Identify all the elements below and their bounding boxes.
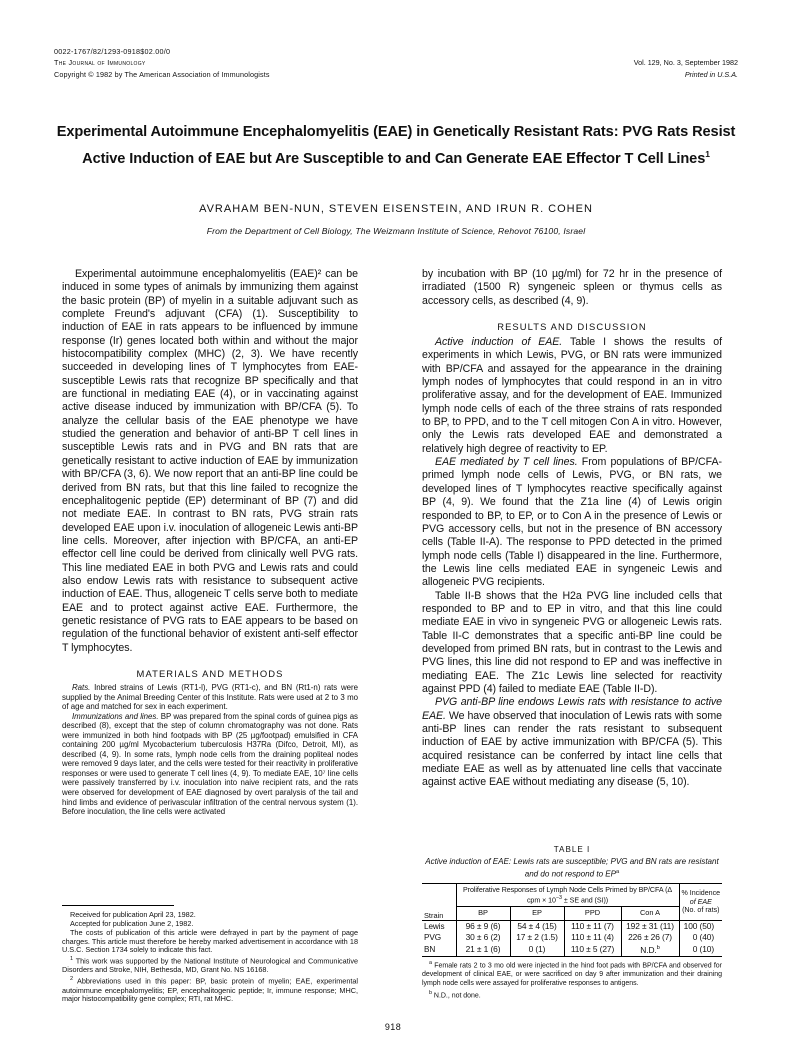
title-footnote-marker: 1 [705, 148, 710, 159]
journal-name: The Journal of Immunology [54, 58, 146, 68]
table-number: TABLE I [553, 845, 591, 854]
row-pvg-strain: PVG [422, 932, 456, 943]
copyright-line: Copyright © 1982 by The American Association of Immunologists [54, 69, 270, 79]
text-active-induction: Table I shows the results of experiments in which Lewis, PVG, or BN rats were immunized with BP/CFA and assayed for the appearance in the draining lymph nodes of lymphocytes that could respond in an in vitro proliferative assay, and for the development of EAE. Immunized lymph node cells of each of the three strains of rats responded to BP, to PPD, and to the T cell mitogen Con A in vitro. However, only the Lewis rats developed EAE and demonstrated a relatively high degree of reactivity to EP. [422, 336, 722, 455]
page-title [52, 122, 740, 170]
runin-active-induction: Active induction of EAE. [435, 336, 563, 349]
header-strain-label: Strain [424, 911, 444, 921]
row-pvg-ppd: 110 ± 11 (4) [564, 932, 621, 943]
table-head [422, 883, 722, 920]
footnote-block [62, 911, 358, 1004]
title-line-2: Rats Resist Active Induction of EAE but Are Susceptible to and Can Generate EAE Effector [82, 124, 736, 167]
header-group-exponent: −3 [555, 895, 562, 902]
header-antigen-cona: Con A [621, 907, 679, 921]
header-incidence-line1: % Incidence [681, 888, 721, 897]
header-antigen-ep: EP [510, 907, 564, 921]
footnote-abbreviations [62, 975, 358, 1004]
results-paragraph-t-cell-lines [422, 456, 722, 589]
methods-runin-rats: Rats. [72, 682, 91, 692]
table-footnote-a-text: Female rats 2 to 3 mo old were injected in the hind foot pads with BP/CFA and observed for development of clinical EAE, or were sacrificed on day 9 after immunization and their draining lymph node cells were assayed for proliferative responses to antigens. [422, 962, 722, 987]
results-paragraph-active-induction [422, 336, 722, 456]
header-antigen-ppd: PPD [564, 907, 621, 921]
row-pvg-incidence: 0 (40) [692, 932, 715, 943]
table-caption-line-1: Active induction of EAE: Lewis rats are susceptible; PVG and BN rats are [425, 857, 687, 866]
footnote-accepted: Accepted for publication June 2, 1982. [70, 918, 194, 928]
row-bn-bp: 21 ± 1 (6) [456, 943, 510, 957]
results-paragraph-resistance [422, 696, 722, 789]
table-1-container [422, 845, 722, 1000]
row-lewis-bp: 96 ± 9 (6) [456, 921, 510, 933]
table-caption [422, 857, 722, 880]
title-line-1: Experimental Autoimmune Encephalomyelitis (EAE) in Genetically Resistant Rats: PVG [56, 124, 653, 140]
results-discussion-heading: RESULTS AND DISCUSSION [497, 321, 647, 333]
text-table2: Table II-B shows that the H2a PVG line included cells that responded to BP and to EP in vitro, and that this line could mediate EAE in vivo in syngeneic PVG or allogeneic Lewis rats. Table II-C demonstrates that a specific anti-BP line could be developed from primed BN rats, but in contrast to the Lewis and PVG lines, this line did not respond to EP and was ineffective in mediating EAE. The Z1c Lewis line selected for reactivity against PPD (4) failed to mediate EAE (Table II-D). [422, 589, 722, 695]
table-header-row-antigens [422, 907, 722, 921]
methods-text-immunizations: BP was prepared from the spinal cords of guinea pigs as described (8), except that the step of column chromatography was not done. Rats were immunized in both hind footpads with BP (25 µg/footpad) emulsified in CFA containing 200 µg/ml Mycobacterium tuberculosis H37Ra (Difco, Detroit, MI), as described (4, 9). In some rats, lymph node cells from the draining popliteal nodes were removed 9 days later, and the cells were tested for their reactivity in proliferative responses or were used to generate T cell lines (4, 9). To mediate EAE, 10⁷ line cells were passively transferred by i.v. inoculation into naive recipient rats, and the rats were observed for development of EAE diagnosed by overt paralysis of the tail and hind limbs and evidence of perivascular infiltration of the central nervous system (1). Before inoculation, the line cells were activated [62, 711, 358, 817]
table-row [422, 943, 722, 957]
footnote-grant-text: This work was supported by the National Institute of Neurological and Communicative Disorders and Stroke, NIH, Bethesda, MD, Grant No. NS 16168. [62, 956, 358, 975]
results-paragraph-table2 [422, 590, 722, 697]
abstract-paragraph: Experimental autoimmune encephalomyelitis (EAE)² can be induced in some types of animals by immunizing them against the basic protein (BP) of myelin in a suitable adjuvant such as complete Freund's adjuvant (CFA) (1). Susceptibility to induction of EAE in rats appears to be influenced by immune response (Ir) genes located both within and without the major histocompatibility complex (MHC) (2, 3). We have recently succeeded in developing lines of T lymphocytes from EAE-susceptible Lewis rats that recognize BP specifically and that are functional in mediating EAE (4), or in vaccinating against active disease induced by immunization with BP/CFA (5). To analyze the cellular basis of the EAE phenotype we have studied the generation and behavior of anti-BP T cell lines in susceptible Lewis rats and in PVG and BN rats that are genetically resistant to active induction of EAE by immunization with BP/CFA (3, 6). We now report that an anti-BP line could be derived from BN rats, but that this line failed to recognize the encephalitogenic peptide (EP) determinant of BP (7) and did not mediate EAE. In contrast to BN rats, PVG strain rats developed EAE upon i.v. inoculation of allogeneic Lewis anti-BP line cells. Moreover, after injection with BP/CFA, an anti-EP effector cell line could be derived from clinically well PVG rats. This line mediated EAE in both PVG and Lewis rats and could also endow Lewis rats with resistance to subsequent active induction of EAE. Thus, allogeneic T cells serve both to mediate EAE and to protect against active EAE. Furthermore, the genetic resistance of PVG rats to EAE appears to be based on regulation of the functional behavior of existent anti-self effector T lymphocytes. [62, 268, 358, 654]
methods-continuation: by incubation with BP (10 µg/ml) for 72 hr in the presence of irradiated (1500 R) syngeneic spleen or thymus cells as accessory cells, as described (4, 9). [422, 268, 722, 307]
header-antigen-bp: BP [456, 907, 510, 921]
table-caption-marker: a [616, 869, 620, 875]
table-body [422, 921, 722, 957]
left-column [62, 268, 358, 817]
masthead-left [54, 46, 270, 80]
footnote-marker-1: 1 [70, 956, 74, 963]
row-pvg-ep: 17 ± 2 (1.5) [510, 932, 564, 943]
footnote-grant [62, 955, 358, 975]
row-bn-strain: BN [422, 943, 456, 957]
footnote-abbreviations-text: Abbreviations used in this paper: BP, basic protein of myelin; EAE, experimental autoimmune encephalomyelitis; EP, encephalitogenic peptide; Ir, immune response; MHC, major histocompatibility gene complex; RTI, rat MHC. [62, 976, 359, 1004]
table-row [422, 932, 722, 943]
row-pvg-cona: 226 ± 26 (7) [621, 932, 679, 943]
masthead [54, 46, 738, 80]
row-bn-cona [621, 943, 679, 957]
footnote-page-charges: The costs of publication of this article were defrayed in part by the payment of page charges. This article must therefore be hereby marked advertisement in accordance with 18 U.S.C. Section 1734 solely to indicate this fact. [62, 927, 358, 955]
table-footnote-b [422, 989, 722, 1001]
runin-t-cell-lines: EAE mediated by T cell lines. [435, 456, 578, 469]
masthead-right [634, 46, 738, 80]
row-lewis-ep: 54 ± 4 (15) [510, 921, 564, 933]
methods-runin-immunizations: Immunizations and lines. [72, 711, 159, 721]
header-strain-cell [422, 883, 456, 920]
affiliation: From the Department of Cell Biology, The Weizmann Institute of Science, Rehovot 76100, Israel [206, 226, 586, 236]
table-row [422, 921, 722, 933]
header-group-line2-pre: cpm × 10 [526, 896, 556, 905]
header-incidence [679, 883, 722, 920]
title-line-3: T Cell Lines [624, 150, 706, 167]
table-footnotes [422, 959, 722, 1000]
methods-text-rats: Inbred strains of Lewis (RT1-l), PVG (RT1-c), and BN (Rt1-n) rats were supplied by the Animal Breeding Center of this Institute. Rats were used at 2 to 3 mo of age and matched for sex in each experiment. [62, 682, 358, 712]
text-t-cell-lines: From populations of BP/CFA-primed lymph node cells of Lewis, PVG, or BN rats, we developed lines of T lymphocytes reactive specifically against BP (4, 9). We found that the Z1a line (4) of Lewis origin responded to BP, to EP, or to Con A in the presence of Lewis or PVG accessory cells, but not in the presence of BN accessory cells (Table II-A). The response to PPD detected in the primed lymph node cells (Table I) disappeared in the line. Furthermore, the Lewis line cells mediated EAE in syngeneic Lewis and allogeneic PVG recipients. [422, 456, 722, 589]
methods-paragraph-immunizations [62, 712, 358, 817]
footnote-marker-2: 2 [70, 976, 74, 983]
header-incidence-line2: of EAE [689, 897, 712, 906]
row-pvg-bp: 30 ± 6 (2) [456, 932, 510, 943]
row-lewis-ppd: 110 ± 11 (7) [564, 921, 621, 933]
table-1 [422, 883, 722, 958]
methods-paragraph-rats [62, 683, 358, 712]
row-bn-incidence: 0 (10) [679, 943, 722, 957]
table-footnote-a-marker: a [429, 960, 432, 967]
right-column [422, 268, 722, 790]
header-incidence-line3: (No. of rats) [682, 906, 720, 915]
table-footnote-a [422, 959, 722, 988]
header-proliferative-group [456, 883, 679, 907]
runin-resistance: PVG anti-BP line endows Lewis rats with resistance to active EAE. [422, 696, 722, 722]
table-footnote-b-marker: b [429, 989, 432, 996]
row-lewis-cona: 192 ± 31 (11) [621, 921, 679, 933]
table-caption-line-2: resistant and do not respond to EP [524, 857, 719, 879]
page-number: 918 [384, 1022, 402, 1032]
title-block [52, 122, 740, 170]
issn-line: 0022-1767/82/1293-0918$02.00/0 [54, 47, 171, 56]
footnote-received: Received for publication April 23, 1982. [70, 910, 196, 919]
table-footnote-b-text: N.D., not done. [433, 991, 481, 999]
row-lewis-incidence: 100 (50) [683, 921, 715, 932]
row-lewis-strain: Lewis [422, 921, 456, 933]
volume-line: Vol. 129, No. 3, September 1982 [633, 58, 738, 68]
materials-methods-heading: MATERIALS AND METHODS [136, 667, 284, 679]
printed-in-line: Printed in U.S.A. [684, 69, 738, 79]
footnote-divider [62, 905, 174, 906]
row-bn-ppd: 110 ± 5 (27) [564, 943, 621, 957]
row-bn-ep: 0 (1) [510, 943, 564, 957]
row-bn-cona-value: N.D. [640, 945, 657, 956]
header-group-line2-post: ± SE and (SI)) [561, 896, 609, 905]
table-header-row-group [422, 883, 722, 907]
row-bn-cona-marker: b [656, 945, 660, 952]
header-group-line1: Proliferative Responses of Lymph Node Cells Primed by BP/CFA (Δ [462, 885, 673, 894]
author-list: AVRAHAM BEN-NUN, STEVEN EISENSTEIN, AND IRUN R. COHEN [199, 203, 593, 215]
text-resistance: We have observed that inoculation of Lewis rats with some anti-BP lines can render the rats resistant to subsequent induction of EAE by active immunization with BP/CFA (5). This acquired resistance can be conferred by intact line cells that mediate EAE as well as by attenuated line cells that vaccinate against active EAE without mediating any disease (5, 10). [422, 709, 722, 789]
